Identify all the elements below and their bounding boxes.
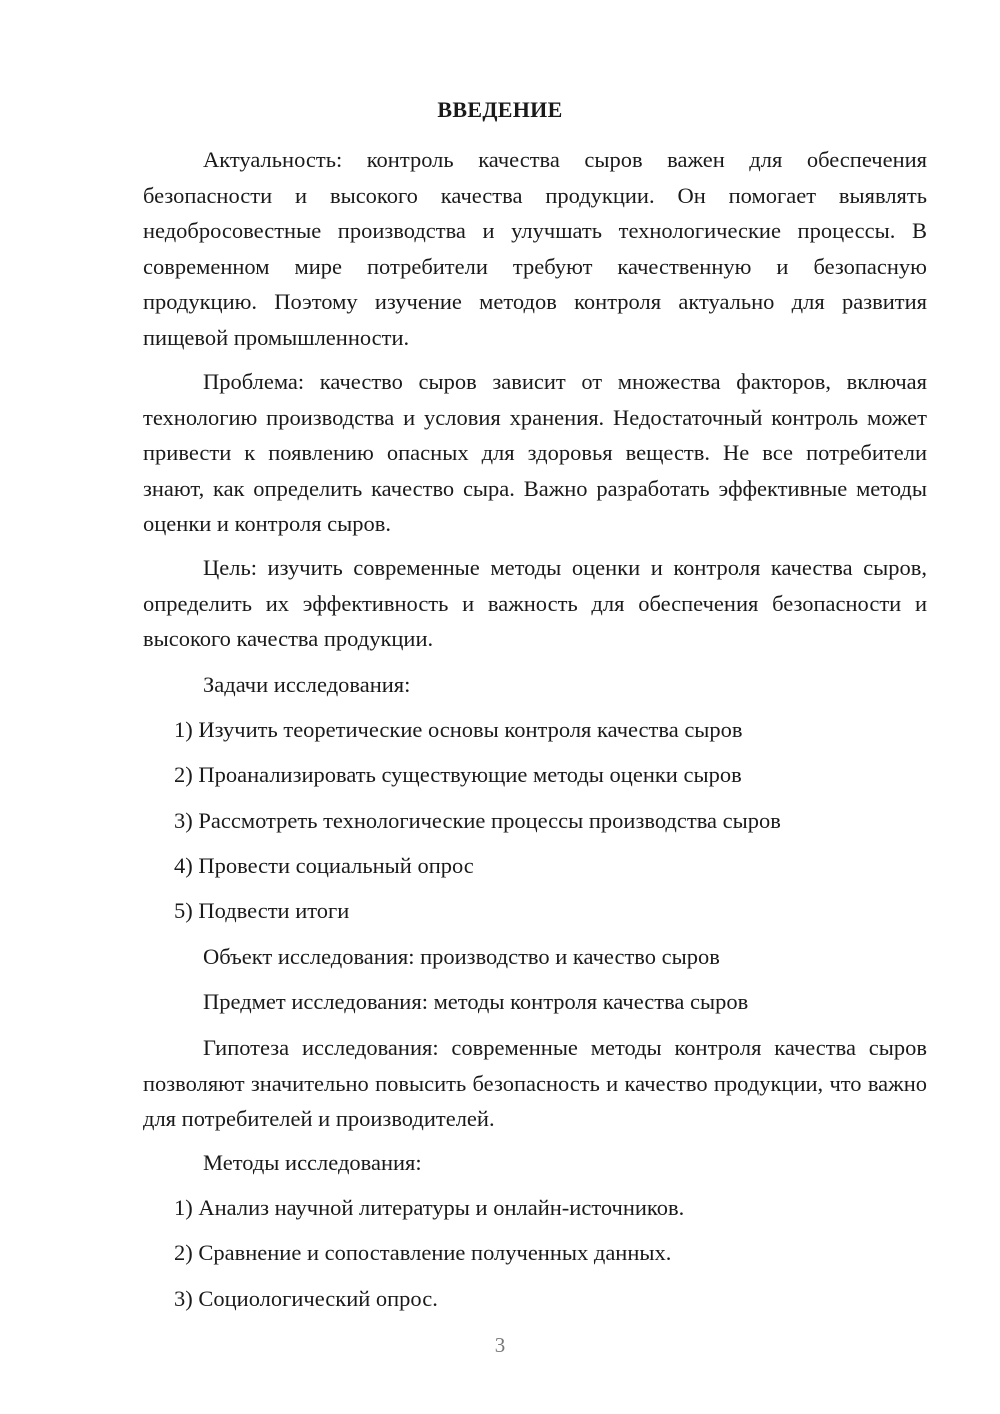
- task-item-2: 2) Проанализировать существующие методы оценки сыров: [174, 762, 742, 787]
- paragraph-problem: Проблема: качество сыров зависит от множества факторов, включая технологию производства и условия хранения. Недостаточный контроль может привести к появлению опасных для здоровья веществ. Не все потребители знают, как определить качество сыра. Важно разработать эффективные методы оценки и контроля сыров.: [143, 369, 927, 536]
- task-item-3: 3) Рассмотреть технологические процессы производства сыров: [174, 808, 781, 833]
- paragraph-relevance: Актуальность: контроль качества сыров важен для обеспечения безопасности и высокого качества продукции. Он помогает выявлять недобросовестные производства и улучшать технологические процессы. В современном мире потребители требуют качественную и безопасную продукцию. Поэтому изучение методов контроля актуально для развития пищевой промышленности.: [143, 147, 927, 350]
- methods-heading: Методы исследования:: [203, 1150, 422, 1175]
- method-item-3: 3) Социологический опрос.: [174, 1286, 438, 1311]
- tasks-heading: Задачи исследования:: [203, 672, 411, 697]
- page-number: 3: [494, 1333, 506, 1357]
- research-object: Объект исследования: производство и качество сыров: [203, 944, 720, 969]
- task-item-1: 1) Изучить теоретические основы контроля качества сыров: [174, 717, 743, 742]
- paragraph-goal: Цель: изучить современные методы оценки и контроля качества сыров, определить их эффективность и важность для обеспечения безопасности и высокого качества продукции.: [143, 555, 927, 651]
- research-subject: Предмет исследования: методы контроля качества сыров: [203, 989, 749, 1014]
- task-item-4: 4) Провести социальный опрос: [174, 853, 474, 878]
- page-title: ВВЕДЕНИЕ: [437, 97, 563, 122]
- task-item-5: 5) Подвести итоги: [174, 898, 350, 923]
- method-item-1: 1) Анализ научной литературы и онлайн-источников.: [174, 1195, 685, 1220]
- paragraph-hypothesis: Гипотеза исследования: современные методы контроля качества сыров позволяют значительно повысить безопасность и качество продукции, что важно для потребителей и производителей.: [143, 1035, 927, 1131]
- method-item-2: 2) Сравнение и сопоставление полученных данных.: [174, 1240, 672, 1265]
